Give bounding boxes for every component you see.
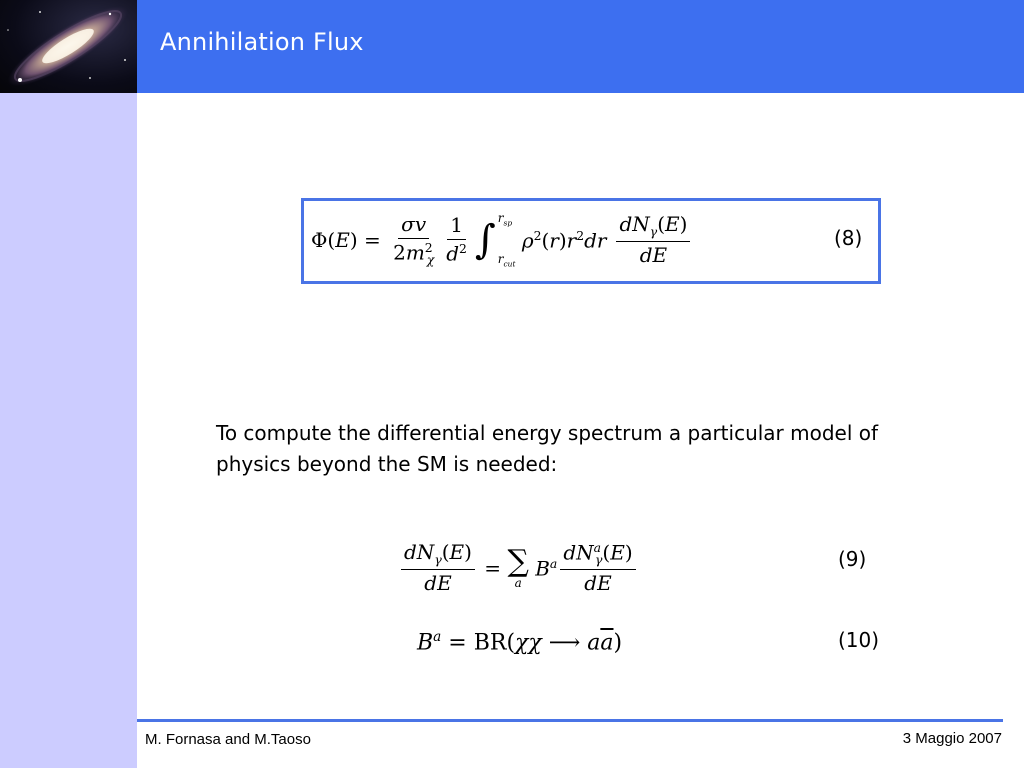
body-paragraph: To compute the differential energy spectrum a particular model of physics beyond the SM is needed: — [216, 421, 879, 476]
equation-9-number: (9) — [838, 547, 867, 571]
footer-authors: M. Fornasa and M.Taoso — [145, 731, 311, 748]
left-sidebar — [0, 0, 137, 768]
equation-8: Φ(E) = $\frac{\sigma v}{2m^2_\chi}$ $\frac{1}{d^2}$ ∫ $r_{sp}$ $r_{cut}$ $\rho^2(r)r^2dr$ $\frac{dN_\gamma(E)}{dE}$ — [311, 207, 693, 273]
footer-date: 3 Maggio 2007 — [902, 730, 1002, 747]
equation-8-number: (8) — [834, 226, 863, 250]
galaxy-logo-image — [0, 0, 137, 93]
slide-title: Annihilation Flux — [160, 28, 364, 56]
equation-10-number: (10) — [838, 628, 880, 652]
equation-10: $B^a = BR(\chi\chi$ ⟶ $a\overline{a}$) — [417, 629, 623, 656]
equation-9: $\frac{dN_\gamma(E)}{dE}$ = ∑ a $B^a$ $\frac{dN^a_\gamma(E)}{dE}$ — [398, 532, 639, 604]
footer-divider — [137, 719, 1003, 722]
